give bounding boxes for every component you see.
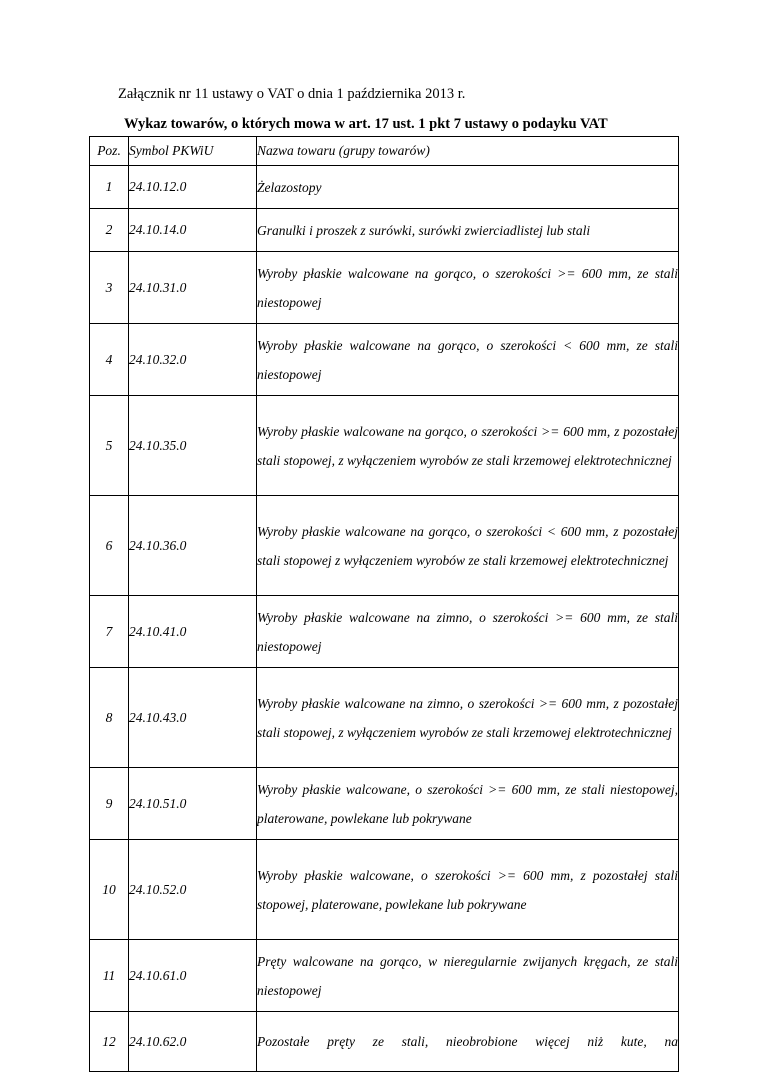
row-symbol: 24.10.43.0: [129, 668, 257, 768]
document-title: Wykaz towarów, o których mowa w art. 17 ust. 1 pkt 7 ustawy o podayku VAT: [124, 116, 608, 132]
row-name: Wyroby płaskie walcowane na gorąco, o szerokości >= 600 mm, ze stali niestopowej: [257, 252, 679, 324]
column-header-poz: Poz.: [90, 137, 129, 166]
row-symbol: 24.10.32.0: [129, 324, 257, 396]
table-row: [90, 496, 679, 596]
row-poz: 5: [90, 396, 129, 496]
row-name: Wyroby płaskie walcowane, o szerokości >= 600 mm, z pozostałej stali stopowej, platerowane, powlekane lub pokrywane: [257, 840, 679, 940]
table-row: [90, 252, 679, 324]
row-symbol: 24.10.62.0: [129, 1012, 257, 1072]
column-header-name: Nazwa towaru (grupy towarów): [257, 137, 679, 166]
row-symbol: 24.10.61.0: [129, 940, 257, 1012]
row-name: Pozostałe pręty ze stali, nieobrobione więcej niż kute, na: [257, 1012, 679, 1072]
row-poz: 10: [90, 840, 129, 940]
row-poz: 6: [90, 496, 129, 596]
row-name: Żelazostopy: [257, 166, 679, 209]
table-row: [90, 324, 679, 396]
row-poz: 3: [90, 252, 129, 324]
table-header-row: [90, 137, 679, 166]
table-row: [90, 1012, 679, 1072]
row-symbol: 24.10.12.0: [129, 166, 257, 209]
row-name: Pręty walcowane na gorąco, w nieregularnie zwijanych kręgach, ze stali niestopowej: [257, 940, 679, 1012]
row-name: Wyroby płaskie walcowane na gorąco, o szerokości >= 600 mm, z pozostałej stali stopowej, z wyłączeniem wyrobów ze stali krzemowej elektrotechnicznej: [257, 396, 679, 496]
attachment-line: Załącznik nr 11 ustawy o VAT o dnia 1 października 2013 r.: [118, 86, 466, 102]
row-name: Wyroby płaskie walcowane na gorąco, o szerokości < 600 mm, ze stali niestopowej: [257, 324, 679, 396]
row-symbol: 24.10.35.0: [129, 396, 257, 496]
column-header-symbol: Symbol PKWiU: [129, 137, 257, 166]
table-row: [90, 668, 679, 768]
row-poz: 4: [90, 324, 129, 396]
row-poz: 11: [90, 940, 129, 1012]
table-row: [90, 768, 679, 840]
table-row: [90, 840, 679, 940]
row-symbol: 24.10.41.0: [129, 596, 257, 668]
row-name: Wyroby płaskie walcowane na zimno, o szerokości >= 600 mm, ze stali niestopowej: [257, 596, 679, 668]
table-row: [90, 940, 679, 1012]
row-poz: 8: [90, 668, 129, 768]
row-name: Granulki i proszek z surówki, surówki zwierciadlistej lub stali: [257, 209, 679, 252]
table-row: [90, 166, 679, 209]
table-row: [90, 596, 679, 668]
goods-table: [89, 136, 679, 1072]
row-poz: 12: [90, 1012, 129, 1072]
row-name: Wyroby płaskie walcowane, o szerokości >= 600 mm, ze stali niestopowej, platerowane, powlekane lub pokrywane: [257, 768, 679, 840]
row-poz: 1: [90, 166, 129, 209]
table-row: [90, 209, 679, 252]
row-symbol: 24.10.14.0: [129, 209, 257, 252]
row-poz: 7: [90, 596, 129, 668]
table-row: [90, 396, 679, 496]
row-symbol: 24.10.36.0: [129, 496, 257, 596]
row-symbol: 24.10.31.0: [129, 252, 257, 324]
row-symbol: 24.10.52.0: [129, 840, 257, 940]
row-name: Wyroby płaskie walcowane na zimno, o szerokości >= 600 mm, z pozostałej stali stopowej, z wyłączeniem wyrobów ze stali krzemowej elektrotechnicznej: [257, 668, 679, 768]
row-poz: 9: [90, 768, 129, 840]
row-symbol: 24.10.51.0: [129, 768, 257, 840]
row-poz: 2: [90, 209, 129, 252]
row-name: Wyroby płaskie walcowane na gorąco, o szerokości < 600 mm, z pozostałej stali stopowej z wyłączeniem wyrobów ze stali krzemowej elektrotechnicznej: [257, 496, 679, 596]
